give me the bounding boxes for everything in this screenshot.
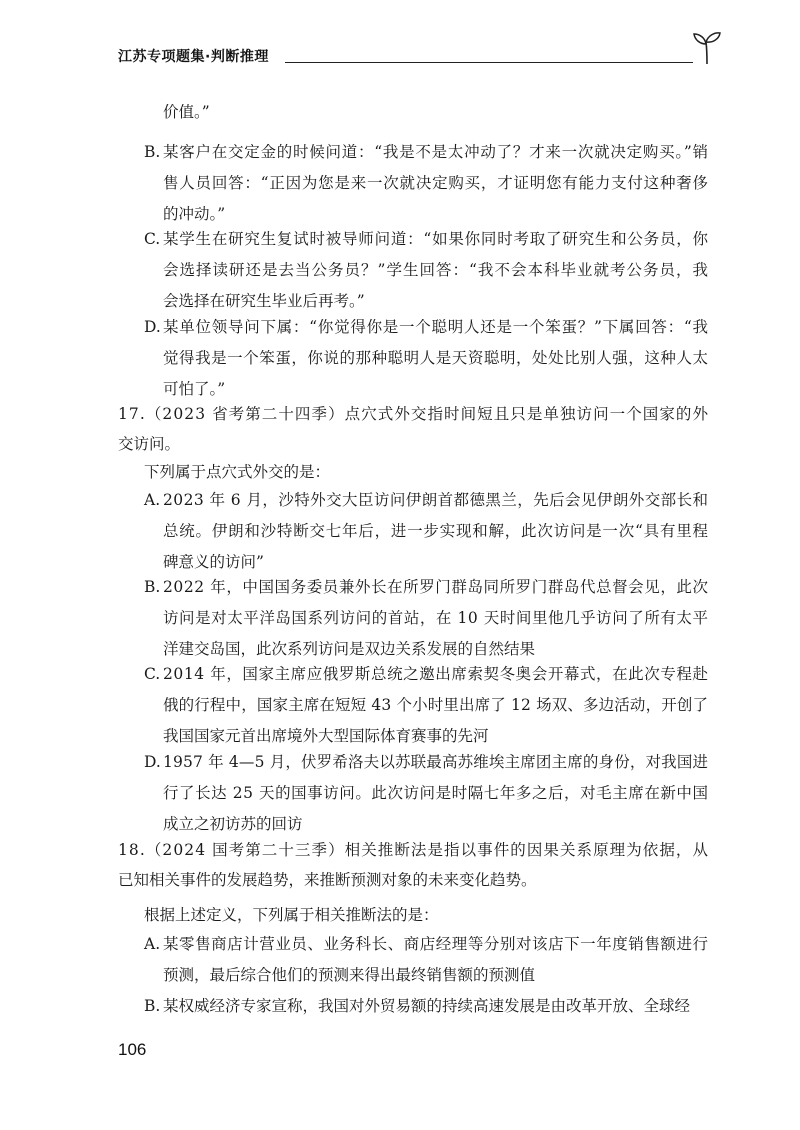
option-line — [163, 996, 690, 1016]
option-line-text: 成立之初访苏的回访 — [163, 815, 303, 833]
header-rule — [285, 62, 693, 63]
question-prompt — [144, 462, 330, 482]
option-line — [163, 142, 709, 162]
option-line — [163, 783, 709, 803]
option-line — [163, 608, 709, 628]
question-prompt-text: 下列属于点穴式外交的是： — [144, 463, 331, 481]
option-label: D. — [144, 318, 161, 336]
page-number: 106 — [118, 1040, 147, 1059]
option-line-text: 售人员回答：“正因为您是来一次就决定购买，才证明您有能力支付这种奢侈 — [163, 174, 709, 192]
option-line — [163, 965, 535, 985]
question-stem-line-text: 18.（2024 国考第二十三季）相关推断法是指以事件的因果关系原理为依据，从 — [118, 841, 710, 859]
option-line — [163, 317, 709, 337]
option-line — [163, 664, 709, 684]
continued-line-text: 价值。” — [163, 103, 210, 121]
option-label: A. — [144, 935, 161, 953]
option-line — [163, 752, 708, 772]
option-line — [163, 229, 709, 249]
question-stem-line-text: 已知相关事件的发展趋势，来推断预测对象的未来变化趋势。 — [118, 871, 537, 889]
option-line-text: 预测，最后综合他们的预测来得出最终销售额的预测值 — [163, 966, 536, 984]
option-line-text: 会选择读研还是去当公务员？”学生回答：“我不会本科毕业就考公务员，我 — [163, 261, 709, 279]
option-line-text: 1957 年 4—5 月，伏罗希洛夫以苏联最高苏维埃主席团主席的身份，对我国进 — [163, 753, 709, 771]
option-line-text: 行了长达 25 天的国事访问。此次访问是时隔七年多之后，对毛主席在新中国 — [163, 784, 709, 802]
sprout-icon — [690, 30, 724, 70]
option-line-text: 某客户在交定金的时候问道：“我是不是太冲动了？才来一次就决定购买。”销 — [163, 143, 709, 161]
option-line-text: 碑意义的访问” — [163, 553, 264, 571]
option-line — [163, 291, 365, 311]
option-line — [163, 260, 709, 280]
option-label: C. — [144, 665, 161, 683]
option-line-text: 的冲动。” — [163, 205, 226, 223]
option-line-text: 俄的行程中，国家主席在短短 43 个小时里出席了 12 场双、多边活动，开创了 — [163, 696, 709, 714]
running-header-title: 江苏专项题集·判断推理 — [118, 49, 269, 65]
option-line — [163, 379, 225, 399]
option-line-text: 某权威经济专家宣称，我国对外贸易额的持续高速发展是由改革开放、全球经 — [163, 997, 691, 1015]
option-line — [163, 490, 708, 510]
option-label: B. — [144, 578, 161, 596]
question-stem-line — [118, 434, 180, 454]
question-stem-line — [118, 870, 537, 890]
question-prompt — [144, 905, 439, 925]
option-line-text: 2022 年，中国国务委员兼外长在所罗门群岛同所罗门群岛代总督会见，此次 — [163, 578, 709, 596]
option-line-text: 总统。伊朗和沙特断交七年后，进一步实现和解，此次访问是一次“具有里程 — [163, 522, 709, 540]
option-line — [163, 814, 303, 834]
option-label: D. — [144, 753, 161, 771]
option-label: B. — [144, 997, 161, 1015]
option-line — [163, 726, 489, 746]
option-line-text: 可怕了。” — [163, 380, 226, 398]
question-stem-line-text: 17.（2023 省考第二十四季）点穴式外交指时间短且只是单独访问一个国家的外 — [118, 405, 710, 423]
option-label: C. — [144, 230, 161, 248]
option-line — [163, 521, 709, 541]
option-line — [163, 695, 708, 715]
option-line-text: 觉得我是一个笨蛋，你说的那种聪明人是天资聪明，处处比别人强，这种人太 — [163, 349, 709, 367]
option-line-text: 我国国家元首出席境外大型国际体育赛事的先河 — [163, 727, 489, 745]
option-line-text: 2014 年，国家主席应俄罗斯总统之邀出席索契冬奥会开幕式，在此次专程赴 — [163, 665, 709, 683]
option-line — [163, 552, 264, 572]
option-line-text: 某零售商店计营业员、业务科长、商店经理等分别对该店下一年度销售额进行 — [163, 935, 709, 953]
option-line — [163, 577, 709, 597]
option-line — [163, 173, 709, 193]
option-line-text: 某学生在研究生复试时被导师问道：“如果你同时考取了研究生和公务员，你 — [163, 230, 709, 248]
continued-line — [163, 102, 210, 122]
question-stem-line — [118, 404, 709, 424]
option-line-text: 访问是对太平洋岛国系列访问的首站，在 10 天时间里他几乎访问了所有太平 — [163, 609, 709, 627]
option-line-text: 某单位领导问下属：“你觉得你是一个聪明人还是一个笨蛋？”下属回答：“我 — [163, 318, 709, 336]
question-stem-line — [118, 840, 709, 860]
question-stem-line-text: 交访问。 — [118, 435, 181, 453]
option-line-text: 会选择在研究生毕业后再考。” — [163, 292, 365, 310]
option-line-text: 洋建交岛国，此次系列访问是双边关系发展的自然结果 — [163, 640, 536, 658]
option-label: A. — [144, 491, 161, 509]
option-line — [163, 934, 709, 954]
question-prompt-text: 根据上述定义，下列属于相关推断法的是： — [144, 906, 439, 924]
option-line — [163, 348, 709, 368]
option-line-text: 2023 年 6 月，沙特外交大臣访问伊朗首都德黑兰，先后会见伊朗外交部长和 — [163, 491, 709, 509]
option-label: B. — [144, 143, 161, 161]
option-line — [163, 639, 535, 659]
option-line — [163, 204, 225, 224]
